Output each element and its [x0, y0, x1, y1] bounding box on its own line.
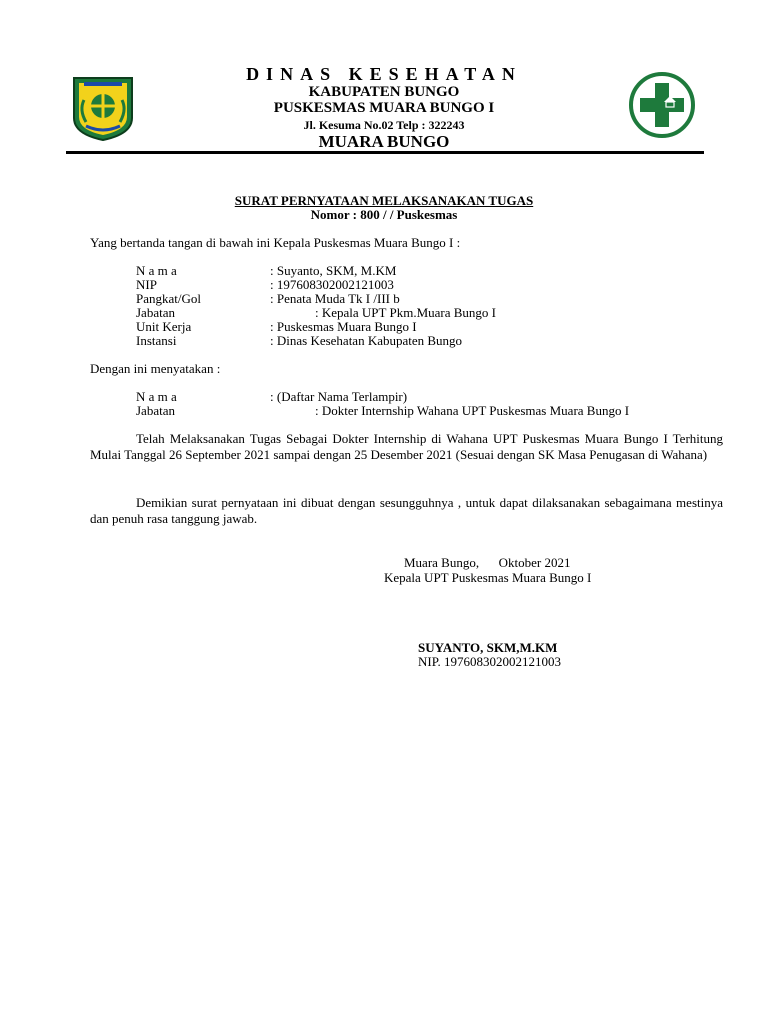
- field-value-instansi: : Dinas Kesehatan Kabupaten Bungo: [270, 333, 463, 348]
- puskesmas-logo: [624, 70, 700, 140]
- field-value-nip: : 197608302002121003: [270, 277, 394, 292]
- declare-text: Dengan ini menyatakan :: [90, 361, 221, 376]
- field-label-nip: NIP: [136, 277, 157, 292]
- letterhead-clinic: PUSKESMAS MUARA BUNGO I: [273, 100, 495, 116]
- field-label-nama: N a m a: [136, 263, 177, 278]
- subject-value-jabatan: : Dokter Internship Wahana UPT Puskesmas Muara Bungo I: [315, 403, 630, 418]
- field-label-instansi: Instansi: [136, 333, 177, 348]
- letterhead-address: Jl. Kesuma No.02 Telp : 322243: [303, 118, 465, 132]
- letterhead-agency: DINAS KESEHATAN: [246, 64, 522, 84]
- signer-nip: NIP. 197608302002121003: [418, 654, 562, 669]
- subject-label-jabatan: Jabatan: [136, 403, 175, 418]
- subject-label-nama: N a m a: [136, 389, 177, 404]
- kabupaten-bungo-logo: [70, 74, 136, 142]
- document-number: Nomor : 800 / / Puskesmas: [310, 207, 458, 222]
- field-value-unit-kerja: : Puskesmas Muara Bungo I: [270, 319, 417, 334]
- closing-paragraph: Demikian surat pernyataan ini dibuat dengan sesungguhnya , untuk dapat dilaksanakan sebagaimana mestinya dan penuh rasa tanggung jawab.: [90, 495, 723, 526]
- field-label-pangkat: Pangkat/Gol: [136, 291, 201, 306]
- letterhead-regency: KABUPATEN BUNGO: [308, 84, 460, 100]
- field-label-unit-kerja: Unit Kerja: [136, 319, 192, 334]
- subject-value-nama: : (Daftar Nama Terlampir): [270, 389, 408, 404]
- signer-title: Kepala UPT Puskesmas Muara Bungo I: [384, 570, 592, 585]
- intro-text: Yang bertanda tangan di bawah ini Kepala Puskesmas Muara Bungo I :: [90, 235, 461, 250]
- letterhead-city: MUARA BUNGO: [318, 132, 450, 151]
- place-date: Muara Bungo, Oktober 2021: [404, 555, 571, 570]
- field-label-jabatan: Jabatan: [136, 305, 175, 320]
- letterhead-divider: [66, 151, 704, 154]
- signer-name: SUYANTO, SKM,M.KM: [418, 640, 558, 655]
- field-value-jabatan: : Kepala UPT Pkm.Muara Bungo I: [315, 305, 497, 320]
- document-title: SURAT PERNYATAAN MELAKSANAKAN TUGAS: [234, 193, 534, 208]
- field-value-nama: : Suyanto, SKM, M.KM: [270, 263, 397, 278]
- statement-paragraph: Telah Melaksanakan Tugas Sebagai Dokter Internship di Wahana UPT Puskesmas Muara Bungo I Terhitung Mulai Tanggal 26 September 2021 sampai dengan 25 Desember 2021 (Sesuai dengan SK Masa Penugasan di Wahana): [90, 431, 723, 462]
- field-value-pangkat: : Penata Muda Tk I /III b: [270, 291, 400, 306]
